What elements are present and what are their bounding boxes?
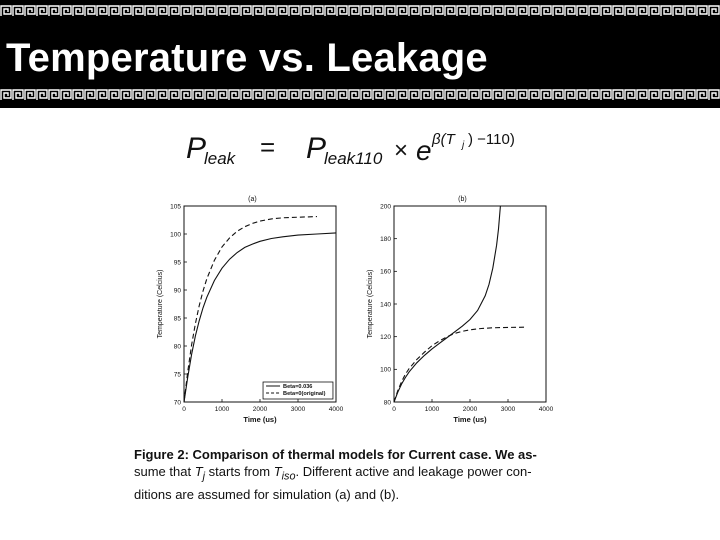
formula-lhs: P [186,132,207,165]
greek-key-motif [325,6,335,16]
greek-key-motif [625,6,635,16]
greek-key-motif [481,90,491,100]
greek-key-motif [409,6,419,16]
greek-key-motif [61,6,71,16]
y-tick-label: 140 [380,301,391,309]
greek-key-motif [301,90,311,100]
y-tick-label: 85 [173,315,181,323]
greek-key-motif [241,6,251,16]
greek-key-motif [433,90,443,100]
greek-key-motif [709,6,719,16]
greek-key-motif [313,90,323,100]
greek-key-motif [445,6,455,16]
plot-frame [394,206,546,402]
greek-key-motif [589,6,599,16]
greek-key-motif [517,90,527,100]
y-tick-label: 180 [380,235,391,243]
chart-a [148,188,348,428]
greek-key-motif [637,6,647,16]
formula-rhs: P [306,132,327,165]
caption-text: . Different active and leakage power con- [295,464,532,479]
greek-key-motif [541,90,551,100]
greek-key-border-top [0,4,720,18]
greek-key-motif [577,90,587,100]
series-line [394,327,527,402]
greek-key-motif [625,90,635,100]
y-tick-label: 90 [173,287,181,295]
x-axis-label: Time (us) [453,415,487,424]
series-line [394,206,500,402]
y-axis-label: Temperature (Celcius) [157,269,164,339]
greek-key-motif [421,90,431,100]
x-tick-label: 2000 [252,406,268,413]
x-tick-label: 0 [392,406,396,413]
formula-equals: = [260,132,276,162]
y-axis-label: Temperature (Celcius) [367,269,374,339]
greek-key-motif [277,6,287,16]
legend-label: Beta=0(original) [283,391,326,397]
math-tj-sub: j [202,470,206,483]
greek-key-motif [361,6,371,16]
greek-key-motif [421,6,431,16]
greek-key-motif [193,90,203,100]
greek-key-motif [13,6,23,16]
formula-exponent-tail: ) −110) [468,131,515,148]
greek-key-motif [253,6,263,16]
greek-key-motif [181,6,191,16]
slide-title: Temperature vs. Leakage [6,36,488,80]
greek-key-motif [673,90,683,100]
x-tick-label: 3000 [500,406,516,413]
greek-key-motif [565,90,575,100]
greek-key-motif [1,6,11,16]
greek-key-motif [217,90,227,100]
greek-key-border-bottom [0,88,720,102]
greek-key-motif [481,6,491,16]
greek-key-motif [349,6,359,16]
y-tick-label: 80 [173,343,181,351]
y-tick-label: 80 [383,399,391,407]
greek-key-motif [337,6,347,16]
greek-key-motif [301,6,311,16]
greek-key-motif [133,90,143,100]
greek-key-motif [169,6,179,16]
y-tick-label: 120 [380,333,391,341]
greek-key-motif [25,6,35,16]
greek-key-motif [661,6,671,16]
greek-key-motif [613,90,623,100]
caption-line-3: ditions are assumed for simulation (a) and (b). [134,486,400,502]
greek-key-motif [37,90,47,100]
greek-key-motif [205,6,215,16]
greek-key-motif [361,90,371,100]
greek-key-motif [697,6,707,16]
x-tick-label: 4000 [328,406,344,413]
greek-key-motif [697,90,707,100]
greek-key-motif [85,6,95,16]
greek-key-motif [73,6,83,16]
greek-key-motif [169,90,179,100]
greek-key-motif [685,90,695,100]
greek-key-motif [445,90,455,100]
greek-key-motif [97,90,107,100]
greek-key-motif [289,90,299,100]
y-tick-label: 200 [380,203,391,211]
greek-key-motif [601,90,611,100]
greek-key-motif [1,90,11,100]
greek-key-motif [157,90,167,100]
caption-text: starts from [205,464,274,479]
greek-key-motif [493,90,503,100]
caption-lead: Figure 2: Comparison of thermal models for Current case. We as- [134,447,537,462]
y-tick-label: 100 [380,366,391,374]
greek-key-motif [313,6,323,16]
greek-key-motif [553,90,563,100]
x-axis-label: Time (us) [243,415,277,424]
x-tick-label: 1000 [424,406,440,413]
formula-lhs-sub: leak [204,149,236,168]
greek-key-motif [649,6,659,16]
greek-key-motif [205,90,215,100]
greek-key-motif [385,6,395,16]
greek-key-motif [433,6,443,16]
y-tick-label: 105 [170,203,181,211]
greek-key-motif [229,6,239,16]
greek-key-motif [505,90,515,100]
greek-key-motif [145,90,155,100]
greek-key-motif [193,6,203,16]
formula-exponent: β(T [432,131,455,148]
greek-key-motif [589,90,599,100]
greek-key-motif [673,6,683,16]
greek-key-motif [637,90,647,100]
formula-rhs-sub: leak110 [324,149,383,168]
y-tick-label: 95 [173,259,181,267]
math-tj-base: T [194,464,203,479]
greek-key-motif [409,90,419,100]
greek-key-motif [373,6,383,16]
greek-key-motif [661,90,671,100]
caption-text: sume that [134,464,195,479]
greek-key-motif [397,90,407,100]
x-tick-label: 2000 [462,406,478,413]
title-banner [0,0,720,108]
greek-key-motif [505,6,515,16]
greek-key-motif [709,90,719,100]
greek-key-motif [109,90,119,100]
greek-key-motif [109,6,119,16]
caption-line-1 [134,446,594,463]
math-tiso-base: T [273,464,282,479]
greek-key-motif [397,6,407,16]
y-tick-label: 70 [173,399,181,407]
caption-line-2 [134,463,594,486]
greek-key-motif [601,6,611,16]
greek-key-motif [265,90,275,100]
leakage-formula [180,122,540,172]
greek-key-motif [25,90,35,100]
math-tj [194,464,206,483]
x-tick-label: 1000 [214,406,230,413]
y-tick-label: 160 [380,268,391,276]
greek-key-motif [229,90,239,100]
greek-key-motif [457,90,467,100]
greek-key-motif [121,90,131,100]
panel-label: (a) [248,196,257,203]
greek-key-motif [337,90,347,100]
formula-exponent-sub: j [462,140,465,151]
greek-key-motif [253,90,263,100]
greek-key-motif [121,6,131,16]
plot-frame [184,206,336,402]
greek-key-motif [133,6,143,16]
greek-key-motif [73,90,83,100]
greek-key-motif [529,6,539,16]
greek-key-motif [517,6,527,16]
greek-key-motif [553,6,563,16]
greek-key-motif [241,90,251,100]
x-tick-label: 3000 [290,406,306,413]
x-tick-label: 4000 [538,406,554,413]
greek-key-motif [685,6,695,16]
greek-key-motif [181,90,191,100]
series-line [184,233,336,402]
greek-key-motif [613,6,623,16]
greek-key-motif [265,6,275,16]
greek-key-motif [469,90,479,100]
greek-key-motif [37,6,47,16]
greek-key-motif [649,90,659,100]
greek-key-motif [577,6,587,16]
formula-times: × [394,137,409,164]
y-tick-label: 75 [173,371,181,379]
y-tick-label: 100 [170,231,181,239]
greek-key-motif [97,6,107,16]
greek-key-motif [325,90,335,100]
greek-key-motif [289,6,299,16]
greek-key-motif [457,6,467,16]
figure-caption [134,446,594,503]
math-tiso [273,464,296,483]
greek-key-motif [277,90,287,100]
greek-key-motif [385,90,395,100]
greek-key-motif [85,90,95,100]
greek-key-motif [61,90,71,100]
greek-key-motif [217,6,227,16]
legend-label: Beta=0.036 [283,384,313,390]
formula-base: e [416,135,432,166]
greek-key-motif [13,90,23,100]
chart-b [358,188,558,428]
greek-key-motif [49,90,59,100]
greek-key-motif [565,6,575,16]
x-tick-label: 0 [182,406,186,413]
greek-key-motif [469,6,479,16]
math-tiso-sub: iso [281,470,296,483]
greek-key-motif [349,90,359,100]
greek-key-motif [373,90,383,100]
greek-key-motif [529,90,539,100]
greek-key-motif [157,6,167,16]
greek-key-motif [541,6,551,16]
greek-key-motif [493,6,503,16]
panel-label: (b) [458,196,467,203]
greek-key-motif [145,6,155,16]
greek-key-motif [49,6,59,16]
